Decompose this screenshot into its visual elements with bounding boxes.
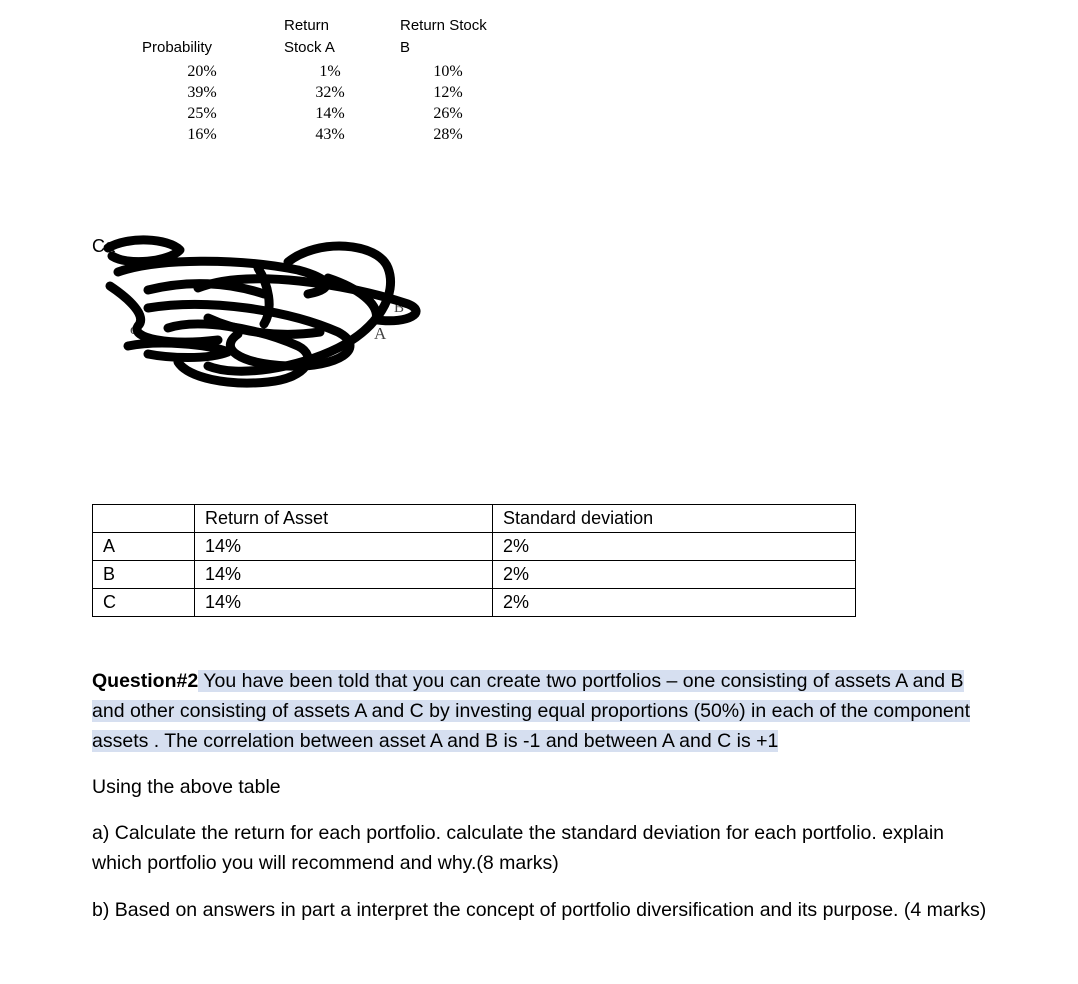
header-return-a-line1: Return [284, 17, 330, 34]
scribble-fragment: A [374, 324, 387, 343]
table-cell: C [93, 589, 195, 617]
probability-value: 25% [187, 105, 217, 122]
header-return-b [400, 15, 487, 59]
table-cell: 2% [493, 589, 856, 617]
table-cell: 14% [195, 589, 493, 617]
question-line [92, 666, 1052, 696]
table-row [93, 533, 856, 561]
question-body: assets . The correlation between asset A and B is -1 and between A and C is +1 [92, 730, 779, 752]
table-row [93, 589, 856, 617]
table-cell: A [93, 533, 195, 561]
table-cell: 2% [493, 533, 856, 561]
part-a-line: a) Calculate the return for each portfolio. calculate the standard deviation for each portfolio. explain [92, 822, 945, 844]
header-return-a [284, 15, 335, 59]
scribble-fragment: B [394, 300, 405, 316]
header-probability: Probability [142, 39, 213, 56]
part-a-paragraph [92, 818, 1052, 878]
table-header-cell: Standard deviation [493, 505, 856, 533]
table-header-cell [93, 505, 195, 533]
return-a-column [300, 61, 360, 145]
scribble-fragment: c. [130, 322, 141, 338]
probability-value: 39% [187, 84, 217, 101]
return-a-value: 32% [315, 84, 345, 101]
question-line [92, 696, 1052, 726]
table-header-row [93, 505, 856, 533]
question-line [92, 726, 1052, 756]
asset-table [92, 504, 856, 617]
return-b-value: 26% [433, 105, 463, 122]
part-b-paragraph: b) Based on answers in part a interpret the concept of portfolio diversification and its purpose. (4 marks) [92, 899, 987, 921]
probability-column [172, 61, 232, 145]
question-label: Question#2 [92, 670, 199, 692]
question-paragraph [92, 666, 1052, 756]
return-b-value: 28% [433, 126, 463, 143]
probability-value: 20% [187, 63, 217, 80]
header-return-b-line1: Return Stock [400, 17, 487, 34]
header-return-b-line2: B [400, 39, 411, 56]
scribble-fragment: Ca [92, 236, 116, 256]
question-body: and other consisting of assets A and C by investing equal proportions (50%) in each of the component [92, 700, 971, 722]
table-header-cell: Return of Asset [195, 505, 493, 533]
return-b-value: 12% [433, 84, 463, 101]
table-row [93, 561, 856, 589]
scribble-drawing [88, 228, 428, 398]
return-b-column [418, 61, 478, 145]
header-return-a-line2: Stock A [284, 39, 335, 56]
return-a-value: 14% [315, 105, 345, 122]
part-a-line: which portfolio you will recommend and why.(8 marks) [92, 852, 559, 874]
using-table-text: Using the above table [92, 776, 281, 798]
return-a-value: 43% [315, 126, 345, 143]
table-cell: B [93, 561, 195, 589]
scribbled-out-section [88, 228, 428, 398]
return-a-value: 1% [319, 63, 341, 80]
table-cell: 14% [195, 561, 493, 589]
table-cell: 2% [493, 561, 856, 589]
question-body: You have been told that you can create two portfolios – one consisting of assets A and B [198, 670, 964, 692]
probability-value: 16% [187, 126, 217, 143]
table-cell: 14% [195, 533, 493, 561]
return-b-value: 10% [433, 63, 463, 80]
